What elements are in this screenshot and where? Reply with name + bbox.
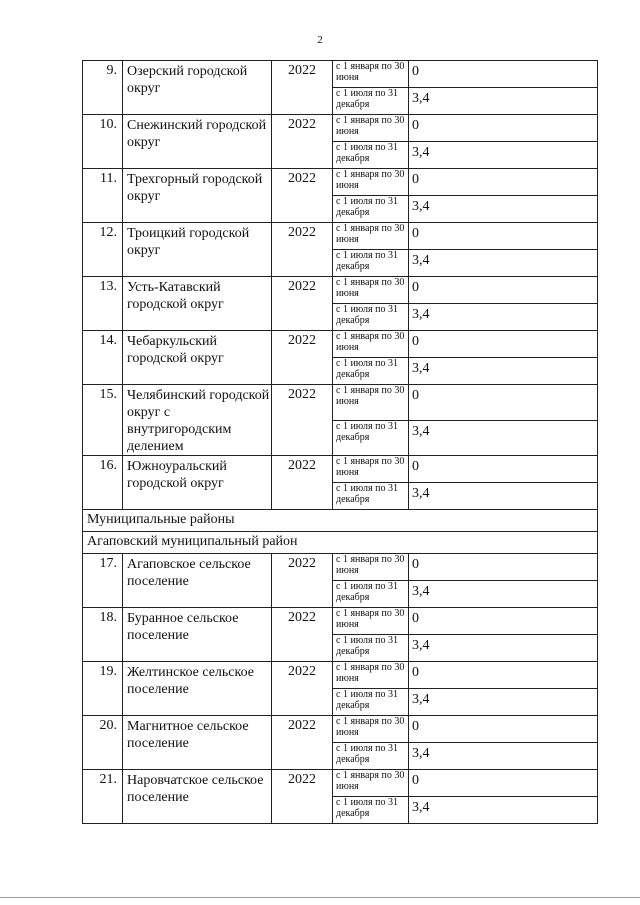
table-row (83, 456, 598, 483)
rural-settlements-group (83, 554, 598, 824)
section-row (83, 532, 598, 554)
tariff-table (82, 60, 598, 824)
municipality-name: Чебаркульский городской округ (123, 331, 272, 385)
rate-first-half: 0 (409, 554, 598, 581)
period-second-half: с 1 июля по 31 декабря (333, 420, 409, 456)
table-row (83, 277, 598, 304)
rate-first-half: 0 (409, 608, 598, 635)
municipality-name: Агаповское сельское поселение (123, 554, 272, 608)
period-first-half: с 1 января по 30 июня (333, 385, 409, 421)
period-second-half: с 1 июля по 31 декабря (333, 743, 409, 770)
row-number: 21. (83, 770, 123, 824)
period-second-half: с 1 июля по 31 декабря (333, 196, 409, 223)
period-first-half: с 1 января по 30 июня (333, 115, 409, 142)
page-bottom-divider (0, 897, 640, 898)
table-row (83, 169, 598, 196)
section-municipal-districts: Муниципальные районы (83, 510, 598, 532)
rate-first-half: 0 (409, 662, 598, 689)
period-first-half: с 1 января по 30 июня (333, 169, 409, 196)
year-cell: 2022 (272, 716, 333, 770)
row-number: 11. (83, 169, 123, 223)
rate-first-half: 0 (409, 716, 598, 743)
rate-second-half: 3,4 (409, 250, 598, 277)
municipality-name: Озерский городской округ (123, 61, 272, 115)
row-number: 20. (83, 716, 123, 770)
year-cell: 2022 (272, 608, 333, 662)
period-second-half: с 1 июля по 31 декабря (333, 581, 409, 608)
rate-second-half: 3,4 (409, 88, 598, 115)
rate-first-half: 0 (409, 770, 598, 797)
period-first-half: с 1 января по 30 июня (333, 770, 409, 797)
rate-second-half: 3,4 (409, 358, 598, 385)
period-first-half: с 1 января по 30 июня (333, 456, 409, 483)
municipality-name: Южноуральский городской округ (123, 456, 272, 510)
row-number: 17. (83, 554, 123, 608)
municipality-name: Магнитное сельское поселение (123, 716, 272, 770)
rate-second-half: 3,4 (409, 581, 598, 608)
section-headers (83, 510, 598, 554)
row-number: 12. (83, 223, 123, 277)
year-cell: 2022 (272, 554, 333, 608)
rate-second-half: 3,4 (409, 420, 598, 456)
row-number: 13. (83, 277, 123, 331)
rate-first-half: 0 (409, 169, 598, 196)
municipality-name: Трехгорный городской округ (123, 169, 272, 223)
year-cell: 2022 (272, 385, 333, 456)
table-row (83, 608, 598, 635)
rate-first-half: 0 (409, 61, 598, 88)
period-second-half: с 1 июля по 31 декабря (333, 797, 409, 824)
municipality-name: Буранное сельское поселение (123, 608, 272, 662)
section-row (83, 510, 598, 532)
row-number: 9. (83, 61, 123, 115)
period-second-half: с 1 июля по 31 декабря (333, 483, 409, 510)
year-cell: 2022 (272, 662, 333, 716)
rate-second-half: 3,4 (409, 743, 598, 770)
table-row (83, 554, 598, 581)
row-number: 14. (83, 331, 123, 385)
city-districts-group (83, 61, 598, 510)
municipality-name: Челябинский городской округ с внутригородским делением (123, 385, 272, 456)
year-cell: 2022 (272, 277, 333, 331)
rate-second-half: 3,4 (409, 797, 598, 824)
municipality-name: Снежинский городской округ (123, 115, 272, 169)
year-cell: 2022 (272, 770, 333, 824)
rate-second-half: 3,4 (409, 689, 598, 716)
year-cell: 2022 (272, 115, 333, 169)
period-second-half: с 1 июля по 31 декабря (333, 689, 409, 716)
rate-second-half: 3,4 (409, 196, 598, 223)
table-row (83, 61, 598, 88)
period-first-half: с 1 января по 30 июня (333, 331, 409, 358)
rate-second-half: 3,4 (409, 483, 598, 510)
rate-first-half: 0 (409, 277, 598, 304)
municipality-name: Усть-Катавский городской округ (123, 277, 272, 331)
year-cell: 2022 (272, 223, 333, 277)
period-second-half: с 1 июля по 31 декабря (333, 304, 409, 331)
period-second-half: с 1 июля по 31 декабря (333, 88, 409, 115)
year-cell: 2022 (272, 456, 333, 510)
year-cell: 2022 (272, 331, 333, 385)
table-row (83, 115, 598, 142)
municipality-name: Наровчатское сельское поселение (123, 770, 272, 824)
rate-first-half: 0 (409, 385, 598, 421)
year-cell: 2022 (272, 169, 333, 223)
rate-second-half: 3,4 (409, 142, 598, 169)
period-first-half: с 1 января по 30 июня (333, 223, 409, 250)
period-first-half: с 1 января по 30 июня (333, 608, 409, 635)
rate-first-half: 0 (409, 456, 598, 483)
table-row (83, 662, 598, 689)
rate-first-half: 0 (409, 331, 598, 358)
period-second-half: с 1 июля по 31 декабря (333, 358, 409, 385)
page-number: 2 (317, 34, 323, 46)
table-row (83, 223, 598, 250)
period-second-half: с 1 июля по 31 декабря (333, 635, 409, 662)
row-number: 16. (83, 456, 123, 510)
rate-second-half: 3,4 (409, 304, 598, 331)
period-first-half: с 1 января по 30 июня (333, 277, 409, 304)
table-row (83, 716, 598, 743)
row-number: 18. (83, 608, 123, 662)
municipality-name: Троицкий городской округ (123, 223, 272, 277)
rate-second-half: 3,4 (409, 635, 598, 662)
table-row (83, 331, 598, 358)
year-cell: 2022 (272, 61, 333, 115)
row-number: 15. (83, 385, 123, 456)
period-second-half: с 1 июля по 31 декабря (333, 250, 409, 277)
rate-first-half: 0 (409, 223, 598, 250)
table-row (83, 385, 598, 421)
row-number: 19. (83, 662, 123, 716)
section-agapovsky-district: Агаповский муниципальный район (83, 532, 598, 554)
period-first-half: с 1 января по 30 июня (333, 662, 409, 689)
rate-first-half: 0 (409, 115, 598, 142)
period-second-half: с 1 июля по 31 декабря (333, 142, 409, 169)
row-number: 10. (83, 115, 123, 169)
table-row (83, 770, 598, 797)
period-first-half: с 1 января по 30 июня (333, 61, 409, 88)
period-first-half: с 1 января по 30 июня (333, 554, 409, 581)
municipality-name: Желтинское сельское поселение (123, 662, 272, 716)
period-first-half: с 1 января по 30 июня (333, 716, 409, 743)
